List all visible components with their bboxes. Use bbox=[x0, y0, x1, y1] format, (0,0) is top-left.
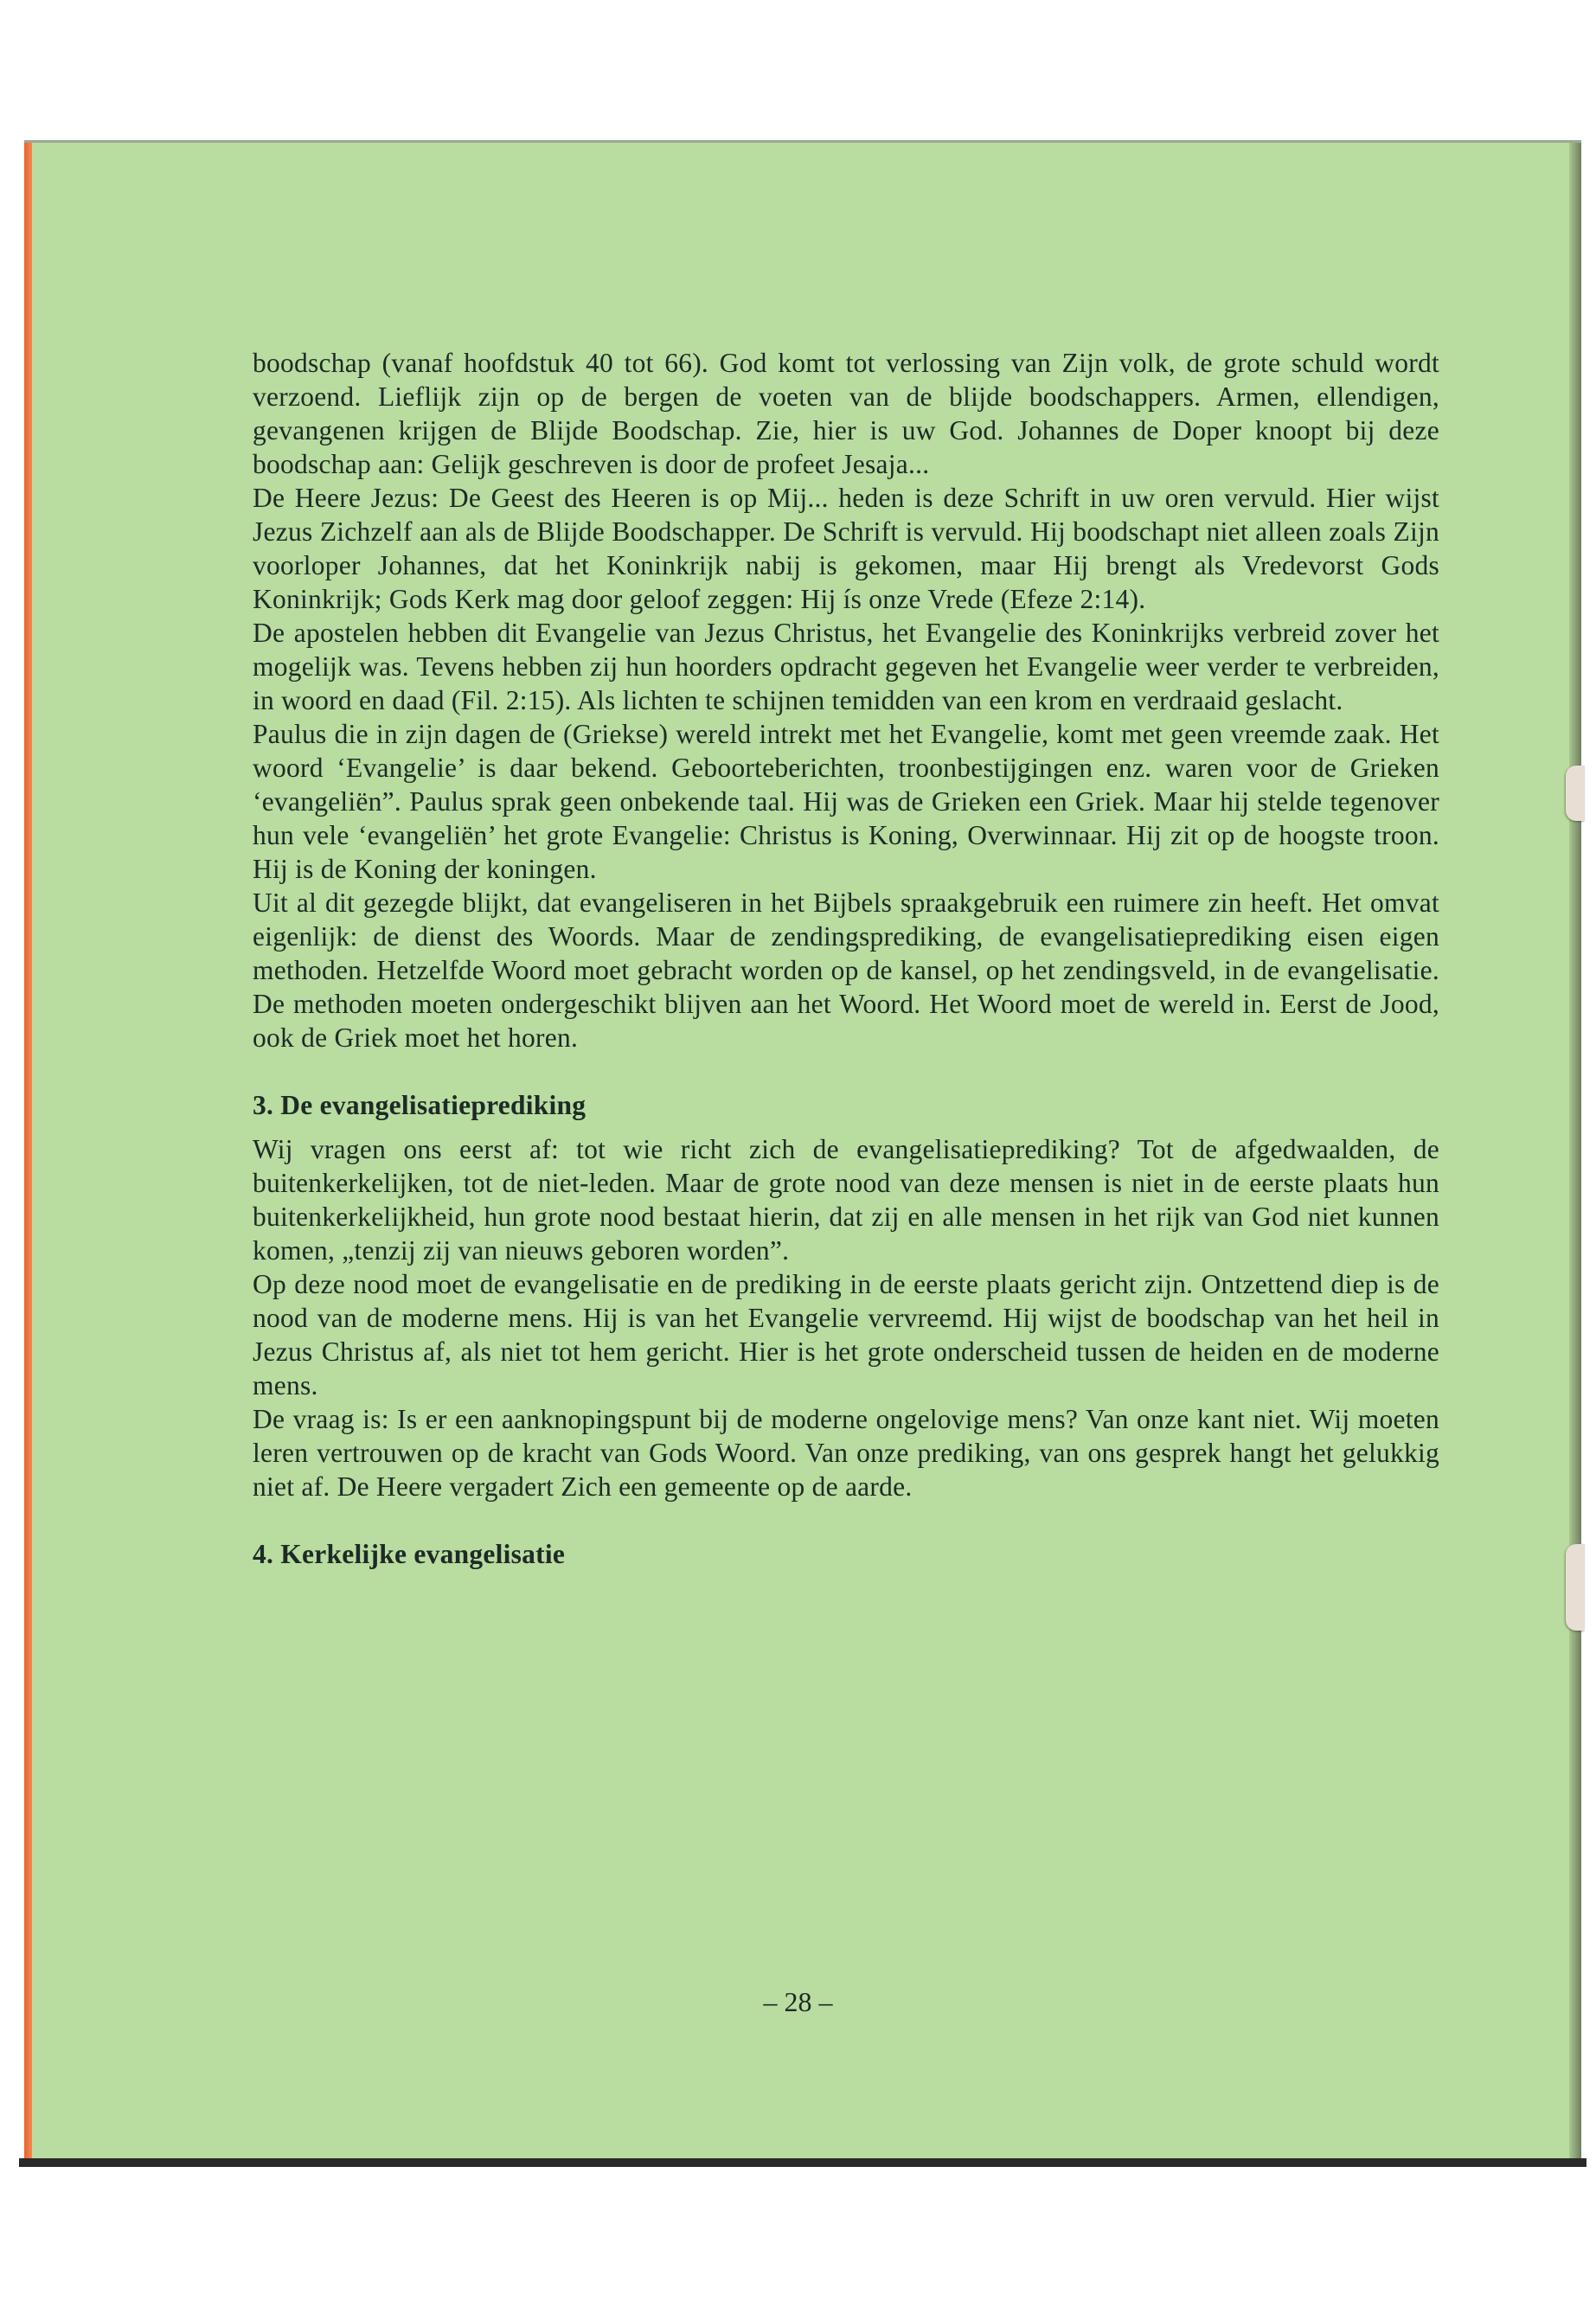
page-edge-shadow bbox=[1569, 143, 1581, 2158]
paragraph: boodschap (vanaf hoofdstuk 40 tot 66). God komt tot verlossing van Zijn volk, de grote schuld wordt verzoend. Lieflijk zijn op de bergen de voeten van de blijde boodschappers. Armen, ellendigen, gevangenen krijgen de Blijde Boodschap. Zie, hier is uw God. Johannes de Doper knoopt bij deze boodschap aan: Gelijk geschreven is door de profeet Jesaja... bbox=[253, 348, 1439, 479]
paragraph: Op deze nood moet de evangelisatie en de prediking in de eerste plaats gericht zijn. Ontzettend diep is de nood van de moderne mens. Hij is van het Evangelie vervreemd. Hij wijst de boodschap van het heil in Jezus Christus af, als niet tot hem gericht. Hier is het grote onderscheid tussen de heiden en de moderne mens. bbox=[253, 1269, 1439, 1400]
index-tab-marker bbox=[1566, 1544, 1585, 1631]
page-number: – 28 – bbox=[763, 1986, 833, 2017]
index-tab-marker bbox=[1566, 766, 1585, 821]
page-bottom-edge bbox=[19, 2158, 1586, 2167]
paragraph: De apostelen hebben dit Evangelie van Jezus Christus, het Evangelie des Koninkrijks verbreid zover het mogelijk was. Tevens hebben zij hun hoorders opdracht gegeven het Evangelie weer verder te verbreiden, in woord en daad (Fil. 2:15). Als lichten te schijnen temidden van een krom en verdraaid geslacht. bbox=[253, 618, 1439, 715]
paragraph: Uit al dit gezegde blijkt, dat evangeliseren in het Bijbels spraakgebruik een ruimere zin heeft. Het omvat eigenlijk: de dienst des Woords. Maar de zendingsprediking, de evangelisatieprediking eisen eigen methoden. Hetzelfde Woord moet gebracht worden op de kansel, op het zendingsveld, in de evangelisatie. De methoden moeten ondergeschikt blijven aan het Woord. Het Woord moet de wereld in. Eerst de Jood, ook de Griek moet het horen. bbox=[253, 888, 1439, 1053]
paragraph: De vraag is: Is er een aanknopingspunt bij de moderne ongelovige mens? Van onze kant niet. Wij moeten leren vertrouwen op de kracht van Gods Woord. Van onze prediking, van ons gesprek hangt het gelukkig niet af. De Heere vergadert Zich een gemeente op de aarde. bbox=[253, 1404, 1439, 1502]
paragraph: Paulus die in zijn dagen de (Griekse) wereld intrekt met het Evangelie, komt met geen vreemde zaak. Het woord ‘Evangelie’ is daar bekend. Geboorteberichten, troonbestijgingen enz. waren voor de Grieken ‘evangeliën”. Paulus sprak geen onbekende taal. Hij was de Grieken een Griek. Maar hij stelde tegenover hun vele ‘evangeliën’ het grote Evangelie: Christus is Koning, Overwinnaar. Hij zit op de hoogste troon. Hij is de Koning der koningen. bbox=[253, 719, 1439, 884]
paragraph: Wij vragen ons eerst af: tot wie richt zich de evangelisatieprediking? Tot de afgedwaalden, de buitenkerkelijken, tot de niet-leden. Maar de grote nood van deze mensen is niet in de eerste plaats hun buitenkerkelijkheid, hun grote nood bestaat hierin, dat zij en alle mensen in het rijk van God niet kunnen komen, „tenzij zij van nieuws geboren worden”. bbox=[253, 1134, 1439, 1266]
spacer bbox=[253, 1122, 1439, 1132]
spacer bbox=[253, 1054, 1439, 1088]
spacer bbox=[253, 1503, 1439, 1537]
section-heading: 4. Kerkelijke evangelisatie bbox=[253, 1539, 566, 1569]
body-text bbox=[253, 346, 1439, 1571]
binding-edge bbox=[24, 143, 32, 2158]
section-heading: 3. De evangelisatieprediking bbox=[253, 1090, 586, 1120]
paragraph: De Heere Jezus: De Geest des Heeren is op Mij... heden is deze Schrift in uw oren vervuld. Hier wijst Jezus Zichzelf aan als de Blijde Boodschapper. De Schrift is vervuld. Hij boodschapt niet alleen zoals Zijn voorloper Johannes, dat het Koninkrijk nabij is gekomen, maar Hij brengt als Vredevorst Gods Koninkrijk; Gods Kerk mag door geloof zeggen: Hij ís onze Vrede (Efeze 2:14). bbox=[253, 483, 1439, 614]
